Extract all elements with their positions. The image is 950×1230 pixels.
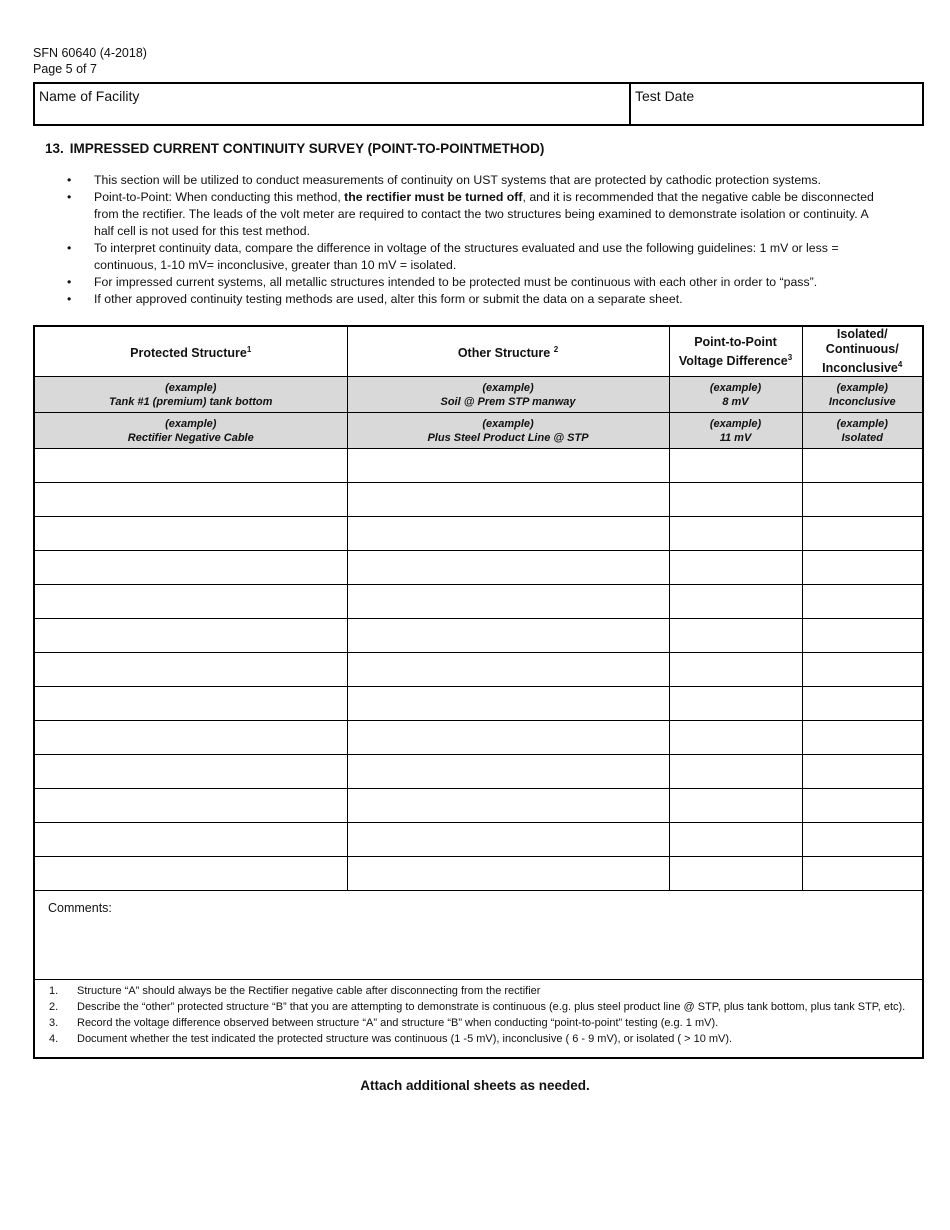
instruction-item: • If other approved continuity testing methods are used, alter this form or submit the data on a separate sheet. bbox=[63, 291, 883, 308]
example-row: (example) Rectifier Negative Cable (example) Plus Steel Product Line @ STP (example) 11 mV (example) Isolated bbox=[34, 413, 923, 449]
entry-cell[interactable] bbox=[34, 755, 347, 789]
entry-cell[interactable] bbox=[802, 551, 923, 585]
entry-cell[interactable] bbox=[802, 823, 923, 857]
entry-cell[interactable] bbox=[802, 449, 923, 483]
entry-cell[interactable] bbox=[802, 517, 923, 551]
table-row bbox=[34, 619, 923, 653]
comments-field[interactable] bbox=[34, 891, 923, 980]
entry-cell[interactable] bbox=[34, 789, 347, 823]
table-header-row bbox=[34, 326, 923, 377]
entry-cell[interactable] bbox=[347, 789, 669, 823]
continuity-survey-table bbox=[33, 325, 924, 1059]
protected-structure-header: Protected Structure$^1$ bbox=[34, 326, 347, 377]
table-row bbox=[34, 755, 923, 789]
entry-cell[interactable] bbox=[669, 483, 802, 517]
entry-cell[interactable] bbox=[669, 823, 802, 857]
entry-cell[interactable] bbox=[34, 857, 347, 891]
entry-cell[interactable] bbox=[347, 823, 669, 857]
entry-cell[interactable] bbox=[34, 721, 347, 755]
instruction-item: • Point-to-Point: When conducting this method, the rectifier must be turned off, and it is recommended that the negative cable be disconnected from the rectifier. The leads of the volt meter are required to contact the two structures being examined to demonstrate isolation or continuity. A half cell is not used for this test method. bbox=[63, 189, 883, 240]
facility-box bbox=[33, 82, 924, 126]
section-title bbox=[45, 141, 544, 156]
page-indicator: Page 5 of 7 bbox=[33, 62, 97, 76]
entry-cell[interactable] bbox=[34, 823, 347, 857]
instruction-item: • This section will be utilized to conduct measurements of continuity on UST systems that are protected by cathodic protection systems. bbox=[63, 172, 883, 189]
entry-cell[interactable] bbox=[669, 619, 802, 653]
entry-cell[interactable] bbox=[802, 857, 923, 891]
entry-cell[interactable] bbox=[802, 585, 923, 619]
instruction-item: • For impressed current systems, all metallic structures intended to be protected must be continuous with each other in order to “pass”. bbox=[63, 274, 883, 291]
entry-cell[interactable] bbox=[669, 517, 802, 551]
table-row bbox=[34, 585, 923, 619]
section-number: 13. bbox=[45, 141, 64, 156]
entry-cell[interactable] bbox=[347, 721, 669, 755]
status-header: Isolated/ Continuous/ Inconclusive$^4$ bbox=[802, 326, 923, 377]
entry-cell[interactable] bbox=[669, 755, 802, 789]
entry-cell[interactable] bbox=[347, 517, 669, 551]
facility-name-label: Name of Facility bbox=[39, 88, 140, 104]
table-row bbox=[34, 857, 923, 891]
entry-cell[interactable] bbox=[669, 721, 802, 755]
instruction-list bbox=[63, 172, 883, 308]
entry-cell[interactable] bbox=[347, 551, 669, 585]
other-structure-header: Other Structure $^2$ bbox=[347, 326, 669, 377]
example-row: (example) Tank #1 (premium) tank bottom (example) Soil @ Prem STP manway (example) 8 mV (example) Inconclusive bbox=[34, 377, 923, 413]
footnotes-row bbox=[34, 980, 923, 1059]
footnote-item: 1. Structure “A” should always be the Rectifier negative cable after disconnecting from the rectifier bbox=[49, 985, 541, 998]
entry-cell[interactable] bbox=[34, 483, 347, 517]
table-row bbox=[34, 483, 923, 517]
table-row bbox=[34, 653, 923, 687]
entry-cell[interactable] bbox=[802, 755, 923, 789]
entry-cell[interactable] bbox=[347, 449, 669, 483]
table-row bbox=[34, 789, 923, 823]
test-date-field[interactable] bbox=[631, 84, 922, 124]
entry-cell[interactable] bbox=[347, 483, 669, 517]
entry-cell[interactable] bbox=[34, 619, 347, 653]
entry-cell[interactable] bbox=[802, 721, 923, 755]
entry-cell[interactable] bbox=[669, 551, 802, 585]
attach-sheets-note: Attach additional sheets as needed. bbox=[360, 1078, 590, 1093]
table-row bbox=[34, 721, 923, 755]
entry-cell[interactable] bbox=[669, 449, 802, 483]
test-date-label: Test Date bbox=[635, 88, 695, 104]
instruction-item: • To interpret continuity data, compare the difference in voltage of the structures evaluated and use the following guidelines: 1 mV or less = continuous, 1-10 mV= inconclusive, greater than 10 mV = isolated. bbox=[63, 240, 883, 274]
entry-cell[interactable] bbox=[347, 687, 669, 721]
entry-cell[interactable] bbox=[34, 687, 347, 721]
footnote-item: 4. Document whether the test indicated the protected structure was continuous (1 -5 mV), inconclusive ( 6 - 9 mV), or isolated ( > 10 mV). bbox=[49, 1033, 733, 1046]
entry-cell[interactable] bbox=[34, 653, 347, 687]
table-row bbox=[34, 449, 923, 483]
entry-cell[interactable] bbox=[802, 483, 923, 517]
form-number: SFN 60640 (4-2018) bbox=[33, 46, 147, 60]
facility-name-field[interactable] bbox=[35, 84, 631, 124]
footnote-item: 2. Describe the “other” protected structure “B” that you are attempting to demonstrate is continuous (e.g. plus steel product line @ STP, plus tank bottom, plus tank STP, etc). bbox=[49, 1001, 906, 1014]
footnote-list bbox=[49, 983, 916, 1047]
footnote-item: 3. Record the voltage difference observed between structure “A” and structure “B” when conducting “point-to-point” testing (e.g. 1 mV). bbox=[49, 1017, 719, 1030]
entry-cell[interactable] bbox=[802, 653, 923, 687]
entry-cell[interactable] bbox=[669, 653, 802, 687]
entry-cell[interactable] bbox=[34, 585, 347, 619]
entry-cell[interactable] bbox=[669, 585, 802, 619]
entry-cell[interactable] bbox=[34, 517, 347, 551]
table-row bbox=[34, 687, 923, 721]
entry-cell[interactable] bbox=[669, 687, 802, 721]
entry-cell[interactable] bbox=[347, 619, 669, 653]
comments-label: Comments: bbox=[48, 901, 112, 916]
entry-cell[interactable] bbox=[802, 687, 923, 721]
entry-cell[interactable] bbox=[34, 551, 347, 585]
comments-row bbox=[34, 891, 923, 980]
form-header bbox=[33, 45, 147, 77]
table-row bbox=[34, 551, 923, 585]
entry-cell[interactable] bbox=[347, 755, 669, 789]
entry-cell[interactable] bbox=[347, 585, 669, 619]
entry-cell[interactable] bbox=[669, 789, 802, 823]
table-row bbox=[34, 517, 923, 551]
rectifier-off-emphasis: the rectifier must be turned off bbox=[344, 190, 523, 204]
entry-cell[interactable] bbox=[669, 857, 802, 891]
entry-cell[interactable] bbox=[347, 653, 669, 687]
entry-cell[interactable] bbox=[802, 619, 923, 653]
entry-cell[interactable] bbox=[802, 789, 923, 823]
entry-cell[interactable] bbox=[347, 857, 669, 891]
section-title-text: IMPRESSED CURRENT CONTINUITY SURVEY (POINT-TO-POINTMETHOD) bbox=[69, 141, 545, 156]
entry-cell[interactable] bbox=[34, 449, 347, 483]
table-row bbox=[34, 823, 923, 857]
voltage-difference-header: Point-to-Point Voltage Difference$^3$ bbox=[669, 326, 802, 377]
